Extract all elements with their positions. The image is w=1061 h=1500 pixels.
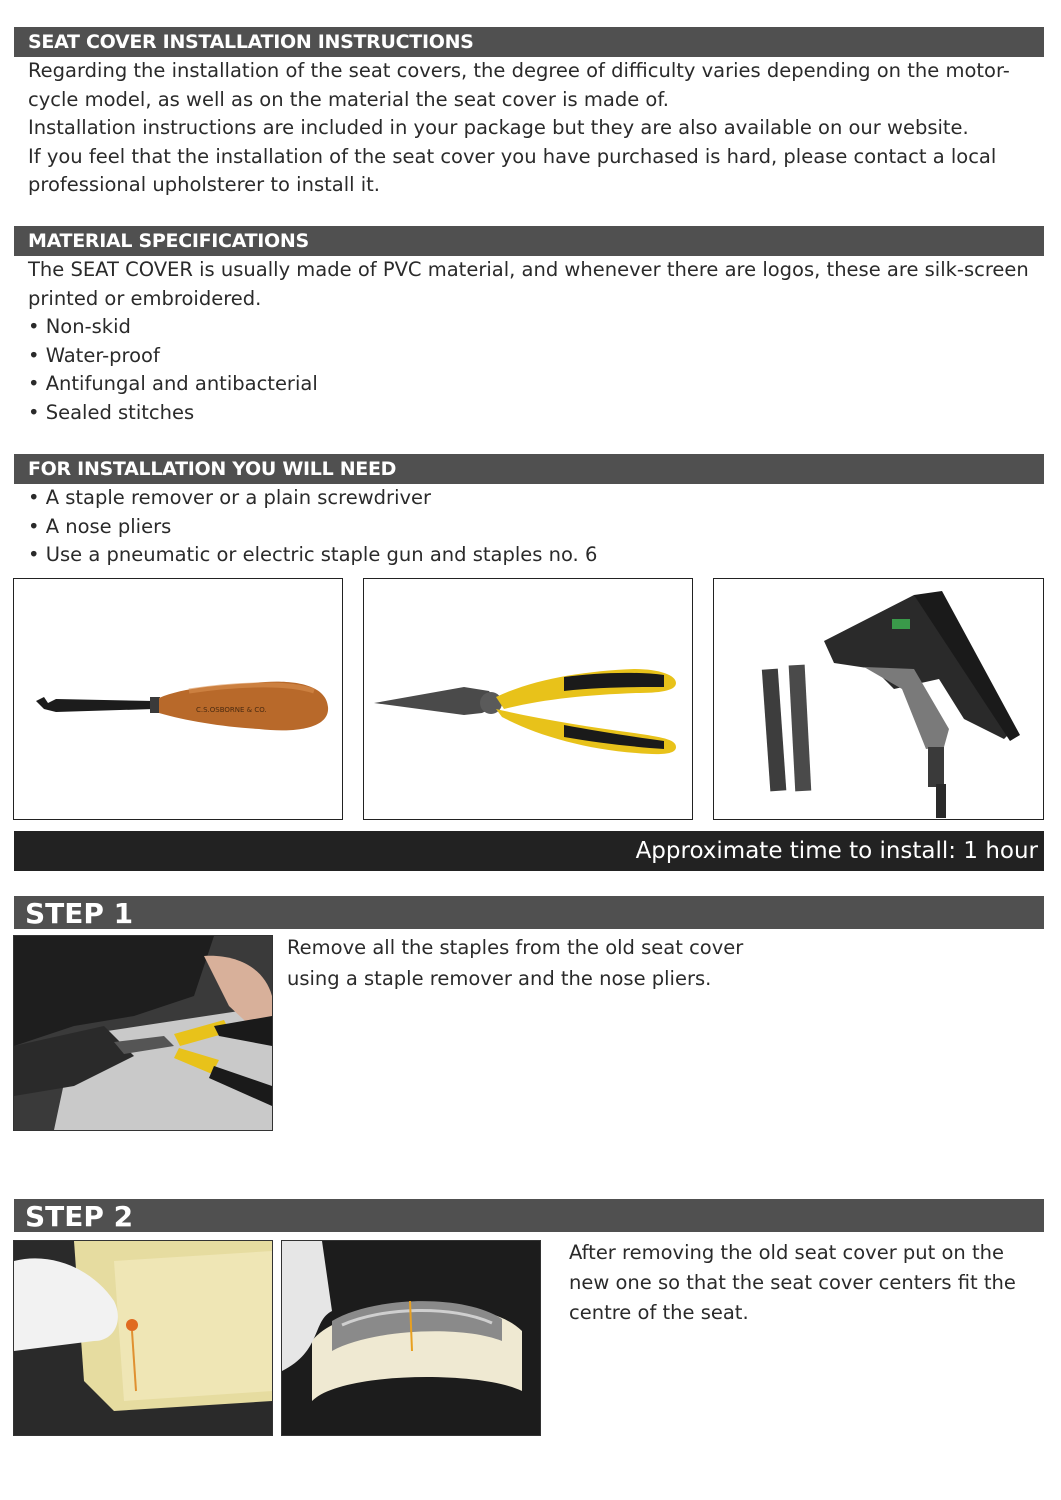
install-text	[28, 57, 1010, 200]
install-line: cycle model, as well as on the material the seat cover is made of.	[28, 87, 670, 111]
material-line: The SEAT COVER is usually made of PVC material, and whenever there are logos, these are silk-screen	[28, 258, 1029, 281]
needs-section-header: FOR INSTALLATION YOU WILL NEED	[14, 454, 1044, 484]
staple-remover-image	[13, 578, 343, 820]
step2-line: new one so that the seat cover centers fit the	[569, 1271, 1016, 1294]
step2-line: After removing the old seat cover put on the	[569, 1241, 1004, 1264]
tool-handle-label: C.S.OSBORNE & CO.	[196, 706, 267, 714]
step2-text	[569, 1238, 1016, 1328]
step1-text	[287, 932, 743, 994]
install-section-header: SEAT COVER INSTALLATION INSTRUCTIONS	[14, 27, 1044, 57]
step1-line: using a staple remover and the nose pliers.	[287, 967, 712, 990]
material-bullet: • Sealed stitches	[28, 400, 195, 424]
staple-gun-icon	[714, 579, 1044, 820]
material-line: printed or embroidered.	[28, 286, 262, 310]
install-time-bar: Approximate time to install: 1 hour	[14, 831, 1044, 871]
step2-header: STEP 2	[14, 1199, 1044, 1232]
install-line: If you feel that the installation of the seat cover you have purchased is hard, please contact a local	[28, 144, 997, 168]
material-section-header: MATERIAL SPECIFICATIONS	[14, 226, 1044, 256]
material-bullet: • Antifungal and antibacterial	[28, 372, 318, 396]
step1-pliers-icon	[14, 936, 272, 1130]
staple-gun-image	[713, 578, 1044, 820]
step1-line: Remove all the staples from the old seat cover	[287, 936, 744, 959]
material-text	[28, 256, 1029, 428]
nose-pliers-icon	[364, 579, 693, 820]
install-line: professional upholsterer to install it.	[28, 173, 380, 197]
material-bullet: • Water-proof	[28, 343, 160, 367]
install-line: Regarding the installation of the seat covers, the degree of difficulty varies depending on the motor-	[28, 59, 1010, 82]
needs-bullet: • Use a pneumatic or electric staple gun and staples no. 6	[28, 543, 598, 567]
step2-cover-icon	[282, 1241, 540, 1435]
step2-photo-2	[281, 1240, 541, 1436]
material-bullet: • Non-skid	[28, 315, 131, 339]
step2-photo-1	[13, 1240, 273, 1436]
needs-bullet: • A nose pliers	[28, 514, 172, 538]
nose-pliers-image	[363, 578, 693, 820]
needs-text	[28, 484, 597, 570]
step1-photo	[13, 935, 273, 1131]
step2-foam-icon	[14, 1241, 272, 1435]
staple-remover-icon	[14, 579, 343, 820]
step2-line: centre of the seat.	[569, 1301, 749, 1324]
needs-bullet: • A staple remover or a plain screwdriver	[28, 486, 432, 509]
install-line: Installation instructions are included in your package but they are also available on our website.	[28, 116, 969, 140]
step1-header: STEP 1	[14, 896, 1044, 929]
